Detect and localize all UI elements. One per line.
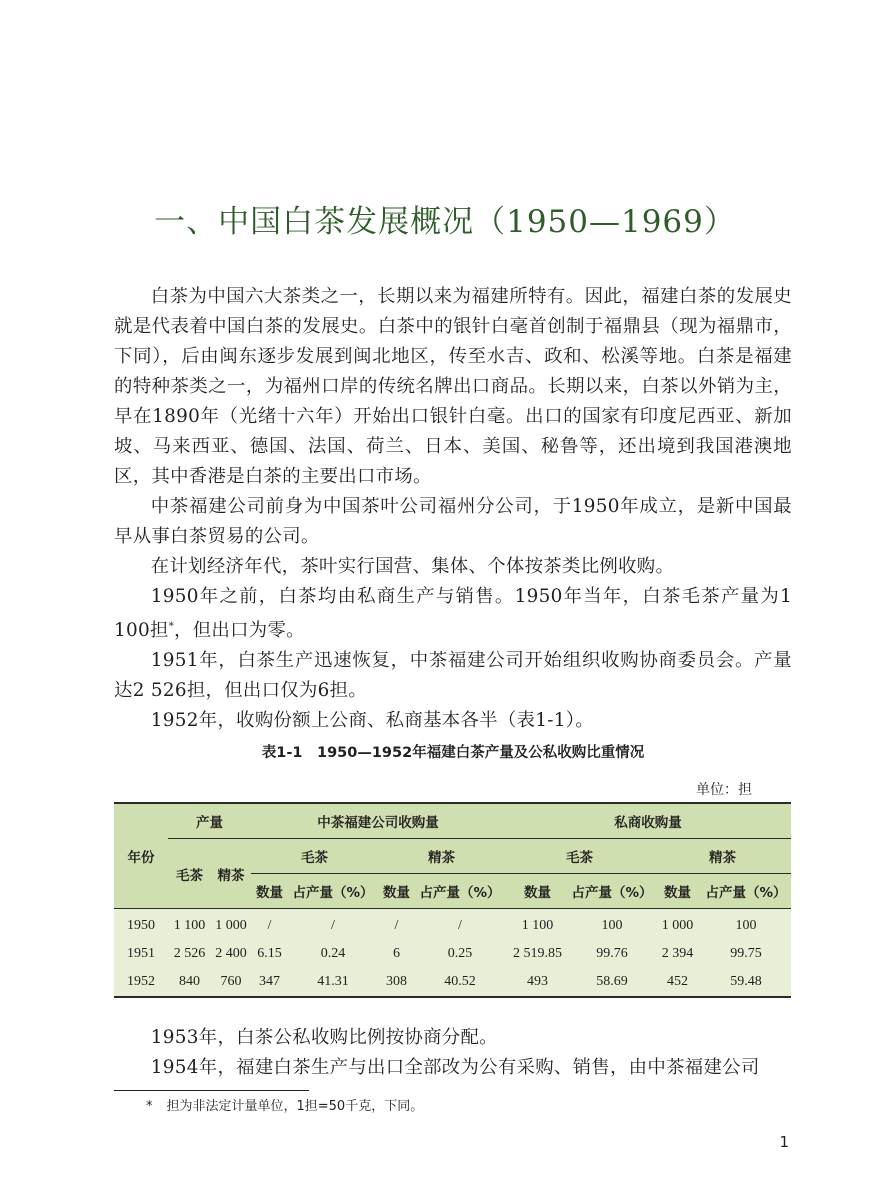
table-cell: 0.24 xyxy=(288,940,378,968)
table-cell: 760 xyxy=(211,968,251,997)
footnote-text: 担为非法定计量单位，1担=50千克，下同。 xyxy=(166,1099,424,1114)
header-share: 占产量（%） xyxy=(288,874,378,909)
table-cell: 6 xyxy=(378,940,415,968)
table-cell: 99.76 xyxy=(570,940,654,968)
table-cell: 452 xyxy=(654,968,701,997)
header-year: 年份 xyxy=(114,803,168,909)
table-row xyxy=(114,909,791,941)
table-cell: 100 xyxy=(570,909,654,941)
header-output: 产量 xyxy=(168,803,251,839)
table-cell: 308 xyxy=(378,968,415,997)
paragraph-1950-tail: ，但出口为零。 xyxy=(174,620,305,642)
table-row xyxy=(114,940,791,968)
header-output-refined: 精茶 xyxy=(211,839,251,909)
table-cell: / xyxy=(288,909,378,941)
header-qty: 数量 xyxy=(654,874,701,909)
table-cell: 2 519.85 xyxy=(505,940,570,968)
body-text-continued xyxy=(114,1023,792,1083)
paragraph: 1954年，福建白茶生产与出口全部改为公有采购、销售，由中茶福建公司 xyxy=(150,1057,760,1078)
table-cell: / xyxy=(415,909,505,941)
header-private-raw: 毛茶 xyxy=(505,839,654,874)
table-cell: 1 000 xyxy=(654,909,701,941)
header-cntc-refined: 精茶 xyxy=(378,839,505,874)
table-cell: 2 400 xyxy=(211,940,251,968)
paragraph-1950-text: 1950年之前，白茶均由私商生产与销售。1950年当年，白茶毛茶产量为1 100担 xyxy=(114,586,792,642)
table-cell: 1 100 xyxy=(505,909,570,941)
table-cell: 2 394 xyxy=(654,940,701,968)
header-cntc-raw: 毛茶 xyxy=(251,839,378,874)
table-cell: 6.15 xyxy=(251,940,288,968)
page-title: 一、中国白茶发展概况（1950—1969） xyxy=(154,204,736,240)
header-cntc: 中茶福建公司收购量 xyxy=(251,803,505,839)
table-cell: 41.31 xyxy=(288,968,378,997)
table-cell: 347 xyxy=(251,968,288,997)
footnote-divider xyxy=(114,1090,309,1091)
footnote-ref: * xyxy=(168,621,175,632)
paragraph: 1952年，收购份额上公商、私商基本各半（表1-1）。 xyxy=(150,710,594,732)
data-table xyxy=(114,802,791,998)
table-row xyxy=(114,968,791,997)
header-private: 私商收购量 xyxy=(505,803,791,839)
header-qty: 数量 xyxy=(505,874,570,909)
table-cell: 1950 xyxy=(114,909,168,941)
table-unit: 单位：担 xyxy=(696,782,752,798)
table-cell: 493 xyxy=(505,968,570,997)
table-cell: 1951 xyxy=(114,940,168,968)
header-qty: 数量 xyxy=(378,874,415,909)
table-cell: 1 000 xyxy=(211,909,251,941)
page-number: 1 xyxy=(779,1133,789,1151)
paragraph: 1953年，白茶公私收购比例按协商分配。 xyxy=(150,1027,498,1048)
table-cell: / xyxy=(378,909,415,941)
paragraph: 中茶福建公司前身为中国茶叶公司福州分公司，于1950年成立，是新中国最早从事白茶贸易的公司。 xyxy=(114,496,792,547)
header-output-raw: 毛茶 xyxy=(168,839,211,909)
table-cell: 58.69 xyxy=(570,968,654,997)
paragraph-1950 xyxy=(114,582,792,646)
paragraph: 白茶为中国六大茶类之一，长期以来为福建所特有。因此，福建白茶的发展史就是代表着中国白茶的发展史。白茶中的银针白毫首创制于福鼎县（现为福鼎市，下同），后由闽东逐步发展到闽北地区，传至水吉、政和、松溪等地。白茶是福建的特种茶类之一，为福州口岸的传统名牌出口商品。长期以来，白茶以外销为主，早在1890年（光绪十六年）开始出口银针白毫。出口的国家有印度尼西亚、新加坡、马来西亚、德国、法国、荷兰、日本、美国、秘鲁等，还出境到我国港澳地区，其中香港是白茶的主要出口市场。 xyxy=(114,286,792,487)
header-qty: 数量 xyxy=(251,874,288,909)
table-cell: 1 100 xyxy=(168,909,211,941)
header-share: 占产量（%） xyxy=(570,874,654,909)
paragraph: 在计划经济年代，茶叶实行国营、集体、个体按茶类比例收购。 xyxy=(150,556,675,577)
table-cell: 2 526 xyxy=(168,940,211,968)
table-caption: 表1-1 1950—1952年福建白茶产量及公私收购比重情况 xyxy=(261,745,645,761)
table-cell: 100 xyxy=(701,909,791,941)
table-cell: / xyxy=(251,909,288,941)
table-cell: 840 xyxy=(168,968,211,997)
table-cell: 1952 xyxy=(114,968,168,997)
paragraph: 1951年，白茶生产迅速恢复，中茶福建公司开始组织收购协商委员会。产量达2 526担，但出口仅为6担。 xyxy=(114,650,792,702)
table-cell: 40.52 xyxy=(415,968,505,997)
body-text xyxy=(114,282,792,736)
table-cell: 59.48 xyxy=(701,968,791,997)
table-cell: 0.25 xyxy=(415,940,505,968)
header-private-refined: 精茶 xyxy=(654,839,791,874)
footnote-mark: * xyxy=(146,1099,153,1114)
header-share: 占产量（%） xyxy=(415,874,505,909)
table-cell: 99.75 xyxy=(701,940,791,968)
header-share: 占产量（%） xyxy=(701,874,791,909)
footnote xyxy=(146,1095,423,1114)
